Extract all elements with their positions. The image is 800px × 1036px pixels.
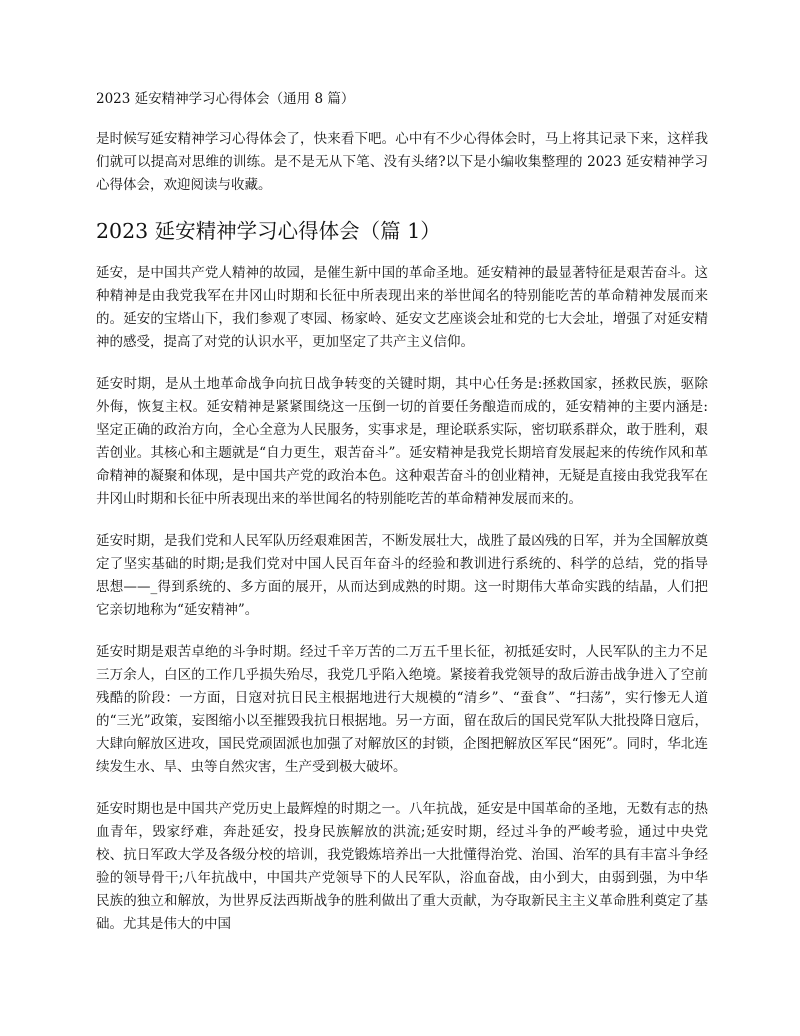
body-paragraph-3: 延安时期，是我们党和人民军队历经艰难困苦，不断发展壮大，战胜了最凶残的日军，并为全国解放奠定了坚实基础的时期;是我们党对中国人民百年奋斗的经验和教训进行系统的、科学的总结，党的指导思想——_得到系统的、多方面的展开，从而达到成熟的时期。这一时期伟大革命实践的结晶，人们把它亲切地称为“延安精神”。	[96, 533, 708, 618]
intro-paragraph: 是时候写延安精神学习心得体会了，快来看下吧。心中有不少心得体会时，马上将其记录下来，这样我们就可以提高对思维的训练。是不是无从下笔、没有头绪?以下是小编收集整理的 2023 延安精神学习心得体会，欢迎阅读与收藏。	[96, 131, 708, 193]
document-title: 2023 延安精神学习心得体会（通用 8 篇）	[96, 91, 355, 107]
body-paragraph-2: 延安时期，是从土地革命战争向抗日战争转变的关键时期，其中心任务是:拯救国家，拯救民族，驱除外侮，恢复主权。延安精神是紧紧围绕这一压倒一切的首要任务酿造而成的，延安精神的主要内涵是:坚定正确的政治方向，全心全意为人民服务，实事求是，理论联系实际，密切联系群众，敢于胜利，艰苦创业。其核心和主题就是“自力更生，艰苦奋斗”。延安精神是我党长期培育发展起来的传统作风和革命精神的凝聚和体现，是中国共产党的政治本色。这种艰苦奋斗的创业精神，无疑是直接由我党我军在井冈山时期和长征中所表现出来的举世闻名的特别能吃苦的革命精神发展而来的。	[96, 376, 708, 507]
body-paragraph-5: 延安时期也是中国共产党历史上最辉煌的时期之一。八年抗战，延安是中国革命的圣地，无数有志的热血青年，毁家纾难，奔赴延安，投身民族解放的洪流;延安时期，经过斗争的严峻考验，通过中央党校、抗日军政大学及各级分校的培训，我党锻炼培养出一大批懂得治党、治国、治军的具有丰富斗争经验的领导骨干;八年抗战中，中国共产党领导下的人民军队，浴血奋战，由小到大，由弱到强，为中华民族的独立和解放，为世界反法西斯战争的胜利做出了重大贡献，为夺取新民主主义革命胜利奠定了基础。尤其是伟大的中国	[96, 801, 708, 932]
section-heading: 2023 延安精神学习心得体会（篇 1）	[96, 219, 441, 243]
body-paragraph-4: 延安时期是艰苦卓绝的斗争时期。经过千辛万苦的二万五千里长征，初抵延安时，人民军队的主力不足三万余人，白区的工作几乎损失殆尽，我党几乎陷入绝境。紧接着我党领导的敌后游击战争进入了空前残酷的阶段：一方面，日寇对抗日民主根据地进行大规模的“清乡”、“蚕食”、“扫荡”，实行惨无人道的“三光”政策，妄图缩小以至摧毁我抗日根据地。另一方面，留在敌后的国民党军队大批投降日寇后，大肆向解放区进攻，国民党顽固派也加强了对解放区的封锁，企图把解放区军民“困死”。同时，华北连续发生水、旱、虫等自然灾害，生产受到极大破坏。	[96, 644, 708, 775]
body-paragraph-1: 延安，是中国共产党人精神的故园，是催生新中国的革命圣地。延安精神的最显著特征是艰苦奋斗。这种精神是由我党我军在井冈山时期和长征中所表现出来的举世闻名的特别能吃苦的革命精神发展而来的。延安的宝塔山下，我们参观了枣园、杨家岭、延安文艺座谈会址和党的七大会址，增强了对延安精神的感受，提高了对党的认识水平，更加坚定了共产主义信仰。	[96, 265, 708, 350]
document-page	[96, 88, 708, 955]
